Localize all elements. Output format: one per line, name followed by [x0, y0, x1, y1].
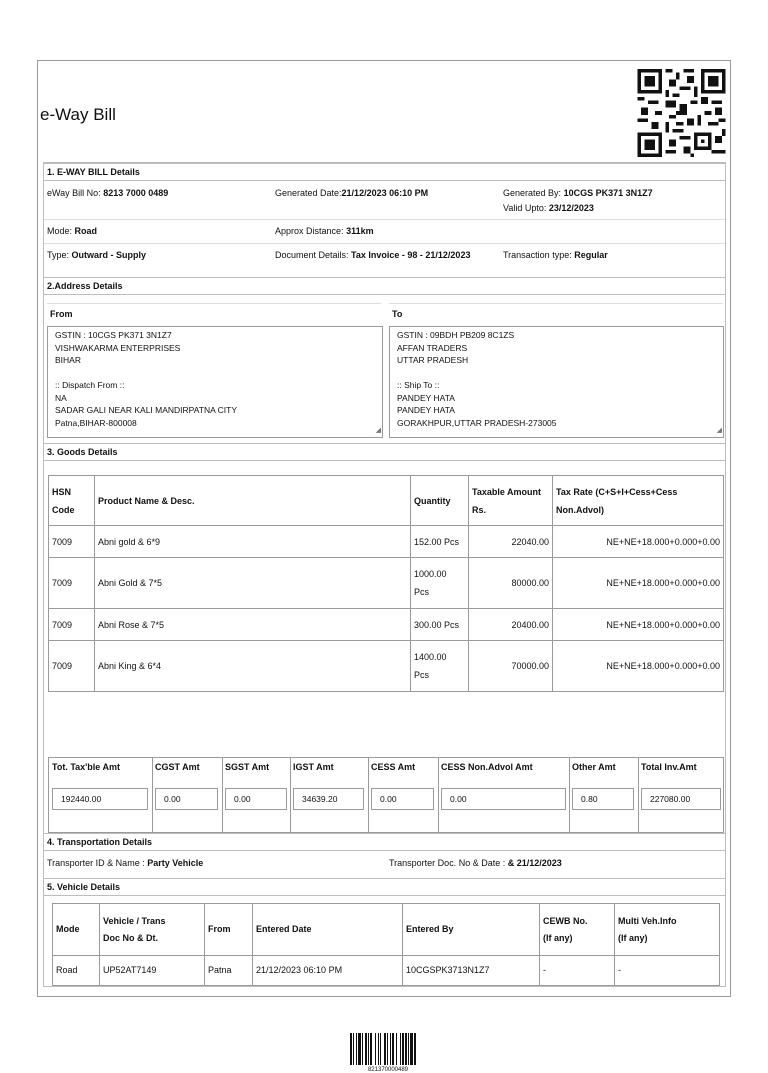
tax-rate-cell: NE+NE+18.000+0.000+0.00: [553, 609, 724, 641]
total-invoice-label: Total Inv.Amt: [641, 762, 697, 772]
to-address-line: PANDEY HATA: [397, 392, 455, 403]
to-label: To: [392, 309, 403, 319]
resize-handle-icon[interactable]: ◢: [375, 426, 381, 434]
cess-nonadvol-field: 0.00: [441, 788, 566, 810]
transporter-doc: Transporter Doc. No & Date : & 21/12/2023: [389, 858, 562, 868]
taxable-amount-cell: 22040.00: [469, 526, 553, 558]
goods-table: [48, 475, 724, 692]
cess-label: CESS Amt: [371, 762, 416, 772]
divider: [44, 243, 725, 244]
from-address-line: Patna,BIHAR-800008: [55, 417, 137, 428]
valid-upto-value: 23/12/2023: [548, 203, 594, 213]
generated-by-value: 10CGS PK371 3N1Z7: [563, 188, 653, 198]
entered-by-cell: 10CGSPK3713N1Z7: [403, 956, 540, 986]
cess-nonadvol-label: CESS Non.Advol Amt: [441, 762, 533, 772]
from-address-line: :: Dispatch From ::: [55, 380, 125, 390]
column-header-entered-by: Entered By: [403, 904, 540, 956]
column-header-mode: Mode: [53, 904, 100, 956]
igst-field: 34639.20: [293, 788, 364, 810]
cgst-field: 0.00: [155, 788, 218, 810]
divider: [222, 758, 223, 832]
hsn-cell: 7009: [49, 558, 95, 609]
generated-date: Generated Date:21/12/2023 06:10 PM: [275, 188, 429, 198]
table-row: [49, 526, 724, 558]
from-address-line: GSTIN : 10CGS PK371 3N1Z7: [55, 330, 172, 340]
divider: [44, 219, 725, 220]
page-title: e-Way Bill: [40, 105, 116, 124]
section-ewaybill-details-heading: 1. E-WAY BILL Details: [44, 163, 725, 181]
supply-type-value: Outward - Supply: [71, 250, 147, 260]
from-address-line: VISHWAKARMA ENTERPRISES: [55, 342, 181, 353]
tax-rate-cell: NE+NE+18.000+0.000+0.00: [553, 558, 724, 609]
hsn-cell: 7009: [49, 526, 95, 558]
to-address-line: [397, 367, 716, 380]
total-taxable-label: Tot. Tax'ble Amt: [52, 762, 120, 772]
tax-rate-cell: NE+NE+18.000+0.000+0.00: [553, 526, 724, 558]
column-header-cewb: CEWB No. (If any): [540, 904, 615, 956]
mode-value: Road: [74, 226, 98, 236]
product-cell: Abni Gold & 7*5: [95, 558, 411, 609]
from-label: From: [50, 309, 73, 319]
transporter-doc-value: & 21/12/2023: [507, 858, 562, 868]
divider: [638, 758, 639, 832]
sgst-field: 0.00: [225, 788, 287, 810]
vehicle-table: [52, 903, 720, 986]
vehicle-cell: UP52AT7149: [100, 956, 205, 986]
column-header-taxable-amount: Taxable Amount Rs.: [469, 476, 553, 526]
product-cell: Abni Rose & 7*5: [95, 609, 411, 641]
ewaybill-number-value: 8213 7000 0489: [103, 188, 169, 198]
section-transportation-details-heading: 4. Transportation Details: [44, 833, 725, 851]
entered-date-cell: 21/12/2023 06:10 PM: [253, 956, 403, 986]
divider: [569, 758, 570, 832]
to-address-line: PANDEY HATA: [397, 405, 455, 415]
to-address-box[interactable]: [389, 326, 724, 438]
mode-cell: Road: [53, 956, 100, 986]
document-details-value: Tax Invoice - 98 - 21/12/2023: [351, 250, 471, 260]
product-cell: Abni King & 6*4: [95, 641, 411, 692]
table-row: [53, 956, 720, 986]
column-header-hsn: HSN Code: [49, 476, 95, 526]
supply-type: Type: Outward - Supply: [47, 250, 147, 260]
other-amount-label: Other Amt: [572, 762, 616, 772]
eway-bill-content: [43, 162, 726, 1073]
section-address-details-heading: 2.Address Details: [44, 277, 725, 295]
total-taxable-field: 192440.00: [52, 788, 148, 810]
table-header-row: [49, 476, 724, 526]
column-header-from: From: [205, 904, 253, 956]
transporter-value: Party Vehicle: [147, 858, 204, 868]
to-address-line: :: Ship To ::: [397, 380, 440, 390]
multi-vehicle-cell: -: [615, 956, 720, 986]
valid-upto: Valid Upto: 23/12/2023: [503, 203, 594, 213]
barcode: [350, 1033, 427, 1065]
quantity-cell: 300.00 Pcs: [411, 609, 469, 641]
column-header-tax-rate: Tax Rate (C+S+I+Cess+Cess Non.Advol): [553, 476, 724, 526]
column-header-quantity: Quantity: [411, 476, 469, 526]
eway-bill-page: [37, 60, 731, 1073]
totals-box: [48, 757, 724, 833]
quantity-cell: 1400.00 Pcs: [411, 641, 469, 692]
generated-date-value: 21/12/2023 06:10 PM: [341, 188, 429, 198]
approx-distance: Approx Distance: 311km: [275, 226, 374, 236]
cgst-label: CGST Amt: [155, 762, 200, 772]
hsn-cell: 7009: [49, 641, 95, 692]
divider: [438, 758, 439, 832]
from-address-line: SADAR GALI NEAR KALI MANDIRPATNA CITY: [55, 405, 238, 415]
qr-code: [635, 69, 728, 157]
column-header-entered-date: Entered Date: [253, 904, 403, 956]
from-address-line: [55, 367, 375, 380]
total-invoice-field: 227080.00: [641, 788, 721, 810]
approx-distance-value: 311km: [346, 226, 374, 236]
ewaybill-number: eWay Bill No: 8213 7000 0489: [47, 188, 169, 198]
igst-label: IGST Amt: [293, 762, 334, 772]
column-header-multi-vehicle: Multi Veh.Info (If any): [615, 904, 720, 956]
quantity-cell: 152.00 Pcs: [411, 526, 469, 558]
from-address-line: NA: [55, 392, 67, 403]
from-address-line: BIHAR: [55, 355, 81, 365]
table-row: [49, 558, 724, 609]
table-row: [49, 609, 724, 641]
divider: [152, 758, 153, 832]
divider: [290, 758, 291, 832]
other-amount-field: 0.80: [572, 788, 634, 810]
product-cell: Abni gold & 6*9: [95, 526, 411, 558]
tax-rate-cell: NE+NE+18.000+0.000+0.00: [553, 641, 724, 692]
from-cell: Patna: [205, 956, 253, 986]
divider: [47, 303, 381, 304]
transaction-type: Transaction type: Regular: [503, 250, 608, 260]
from-address-box[interactable]: [47, 326, 383, 438]
sgst-label: SGST Amt: [225, 762, 270, 772]
taxable-amount-cell: 80000.00: [469, 558, 553, 609]
section-vehicle-details-heading: 5. Vehicle Details: [44, 878, 725, 896]
taxable-amount-cell: 70000.00: [469, 641, 553, 692]
quantity-cell: 1000.00 Pcs: [411, 558, 469, 609]
document-details: Document Details: Tax Invoice - 98 - 21/12/2023: [275, 250, 471, 260]
transaction-type-value: Regular: [574, 250, 608, 260]
taxable-amount-cell: 20400.00: [469, 609, 553, 641]
section-goods-details-heading: 3. Goods Details: [44, 443, 725, 461]
to-address-line: GSTIN : 09BDH PB209 8C1ZS: [397, 330, 515, 340]
to-address-line: UTTAR PRADESH: [397, 355, 469, 365]
table-row: [49, 641, 724, 692]
divider: [368, 758, 369, 832]
column-header-vehicle: Vehicle / Trans Doc No & Dt.: [100, 904, 205, 956]
cewb-cell: -: [540, 956, 615, 986]
divider: [389, 303, 723, 304]
column-header-product: Product Name & Desc.: [95, 476, 411, 526]
to-address-line: GORAKHPUR,UTTAR PRADESH-273005: [397, 417, 557, 428]
generated-by: Generated By: 10CGS PK371 3N1Z7: [503, 188, 653, 198]
barcode-number: 821370000489: [367, 1067, 409, 1073]
to-address-line: AFFAN TRADERS: [397, 342, 468, 353]
resize-handle-icon[interactable]: ◢: [716, 426, 722, 434]
transporter: Transporter ID & Name : Party Vehicle: [47, 858, 204, 868]
cess-field: 0.00: [371, 788, 434, 810]
mode: Mode: Road: [47, 226, 98, 236]
table-header-row: [53, 904, 720, 956]
hsn-cell: 7009: [49, 609, 95, 641]
